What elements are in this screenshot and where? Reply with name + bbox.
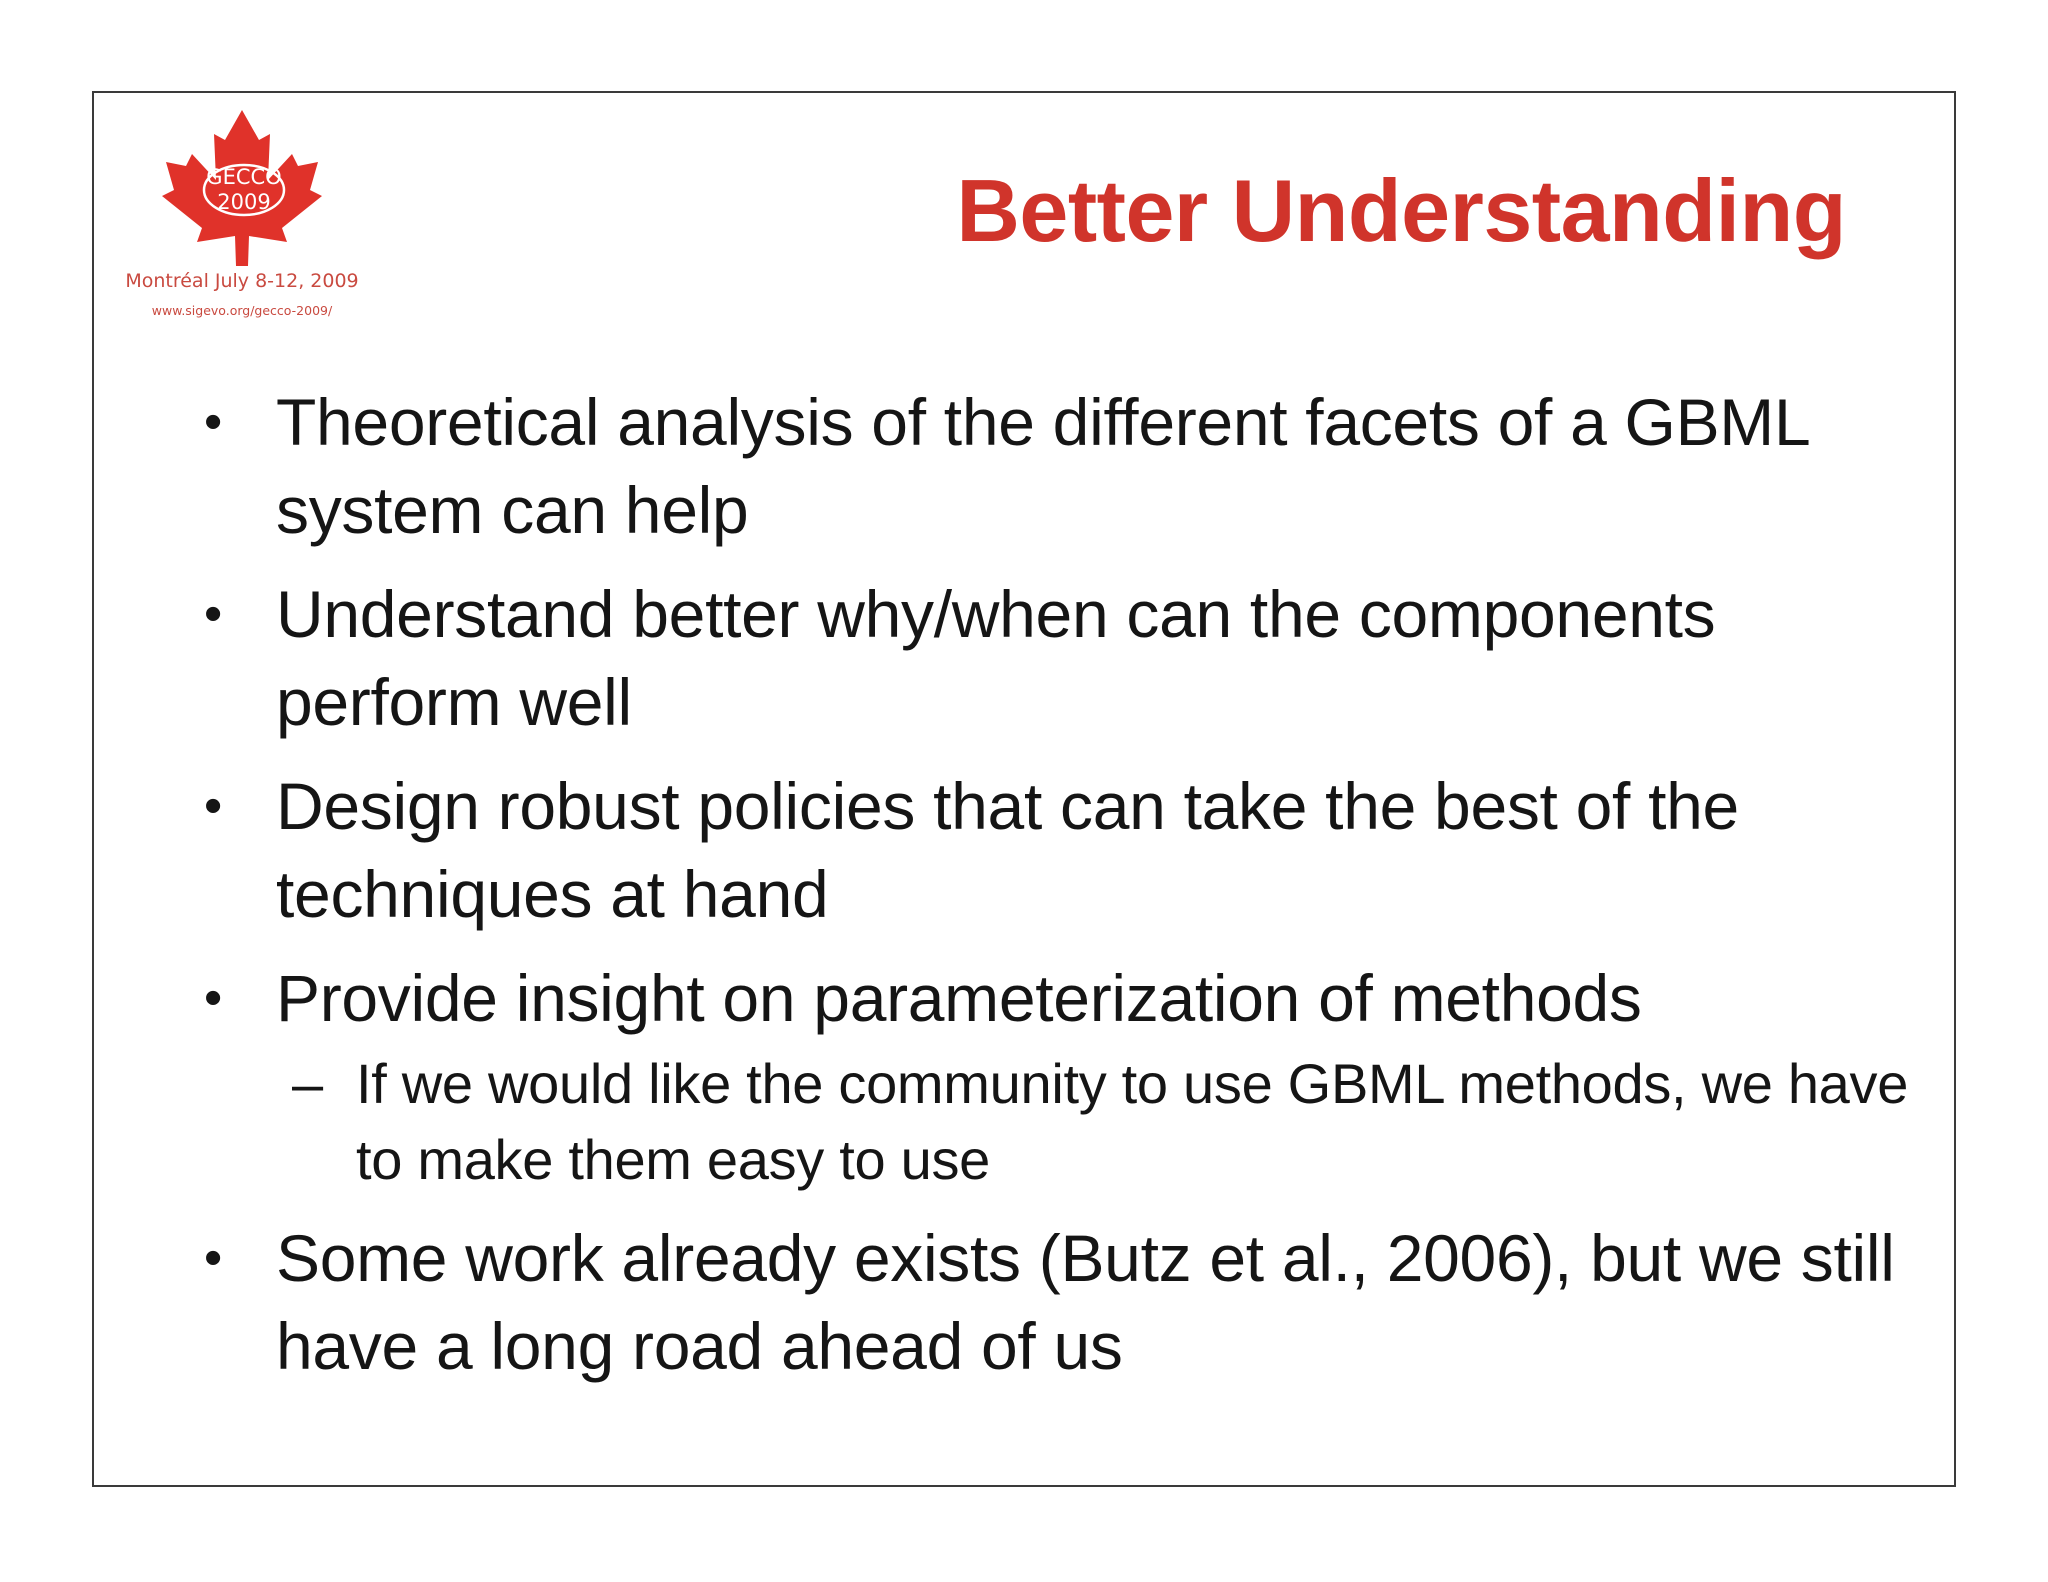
bullet-item <box>200 762 1920 938</box>
slide-title: Better Understanding <box>956 161 1846 260</box>
sub-bullet-list <box>276 1046 1920 1198</box>
bullet-marker: • <box>204 1229 222 1287</box>
bullet-marker: • <box>204 969 222 1027</box>
bullet-text: Provide insight on parameterization of methods <box>276 961 1642 1035</box>
bullet-item <box>200 378 1920 554</box>
bullet-text: Understand better why/when can the components perform well <box>276 577 1716 739</box>
sub-bullet-text: If we would like the community to use GBML methods, we have to make them easy to use <box>356 1052 1909 1191</box>
gecco-logo <box>112 106 372 326</box>
maple-leaf-icon <box>112 106 372 266</box>
bullet-text: Some work already exists (Butz et al., 2006), but we still have a long road ahead of us <box>276 1221 1895 1383</box>
bullet-item <box>200 1214 1920 1390</box>
bullet-marker: • <box>204 393 222 451</box>
sub-bullet-item <box>276 1046 1920 1198</box>
logo-location-date: Montréal July 8-12, 2009 <box>125 270 359 292</box>
bullet-item <box>200 570 1920 746</box>
bullet-text: Design robust policies that can take the best of the techniques at hand <box>276 769 1739 931</box>
bullet-item <box>200 954 1920 1198</box>
logo-url: www.sigevo.org/gecco-2009/ <box>151 303 333 318</box>
logo-year-text: 2009 <box>217 190 271 214</box>
sub-bullet-marker: – <box>292 1052 323 1115</box>
bullet-text: Theoretical analysis of the different facets of a GBML system can help <box>276 385 1808 547</box>
bullet-marker: • <box>204 585 222 643</box>
bullet-marker: • <box>204 777 222 835</box>
bullet-list <box>200 378 1920 1406</box>
logo-name-text: GECCO <box>206 165 282 189</box>
